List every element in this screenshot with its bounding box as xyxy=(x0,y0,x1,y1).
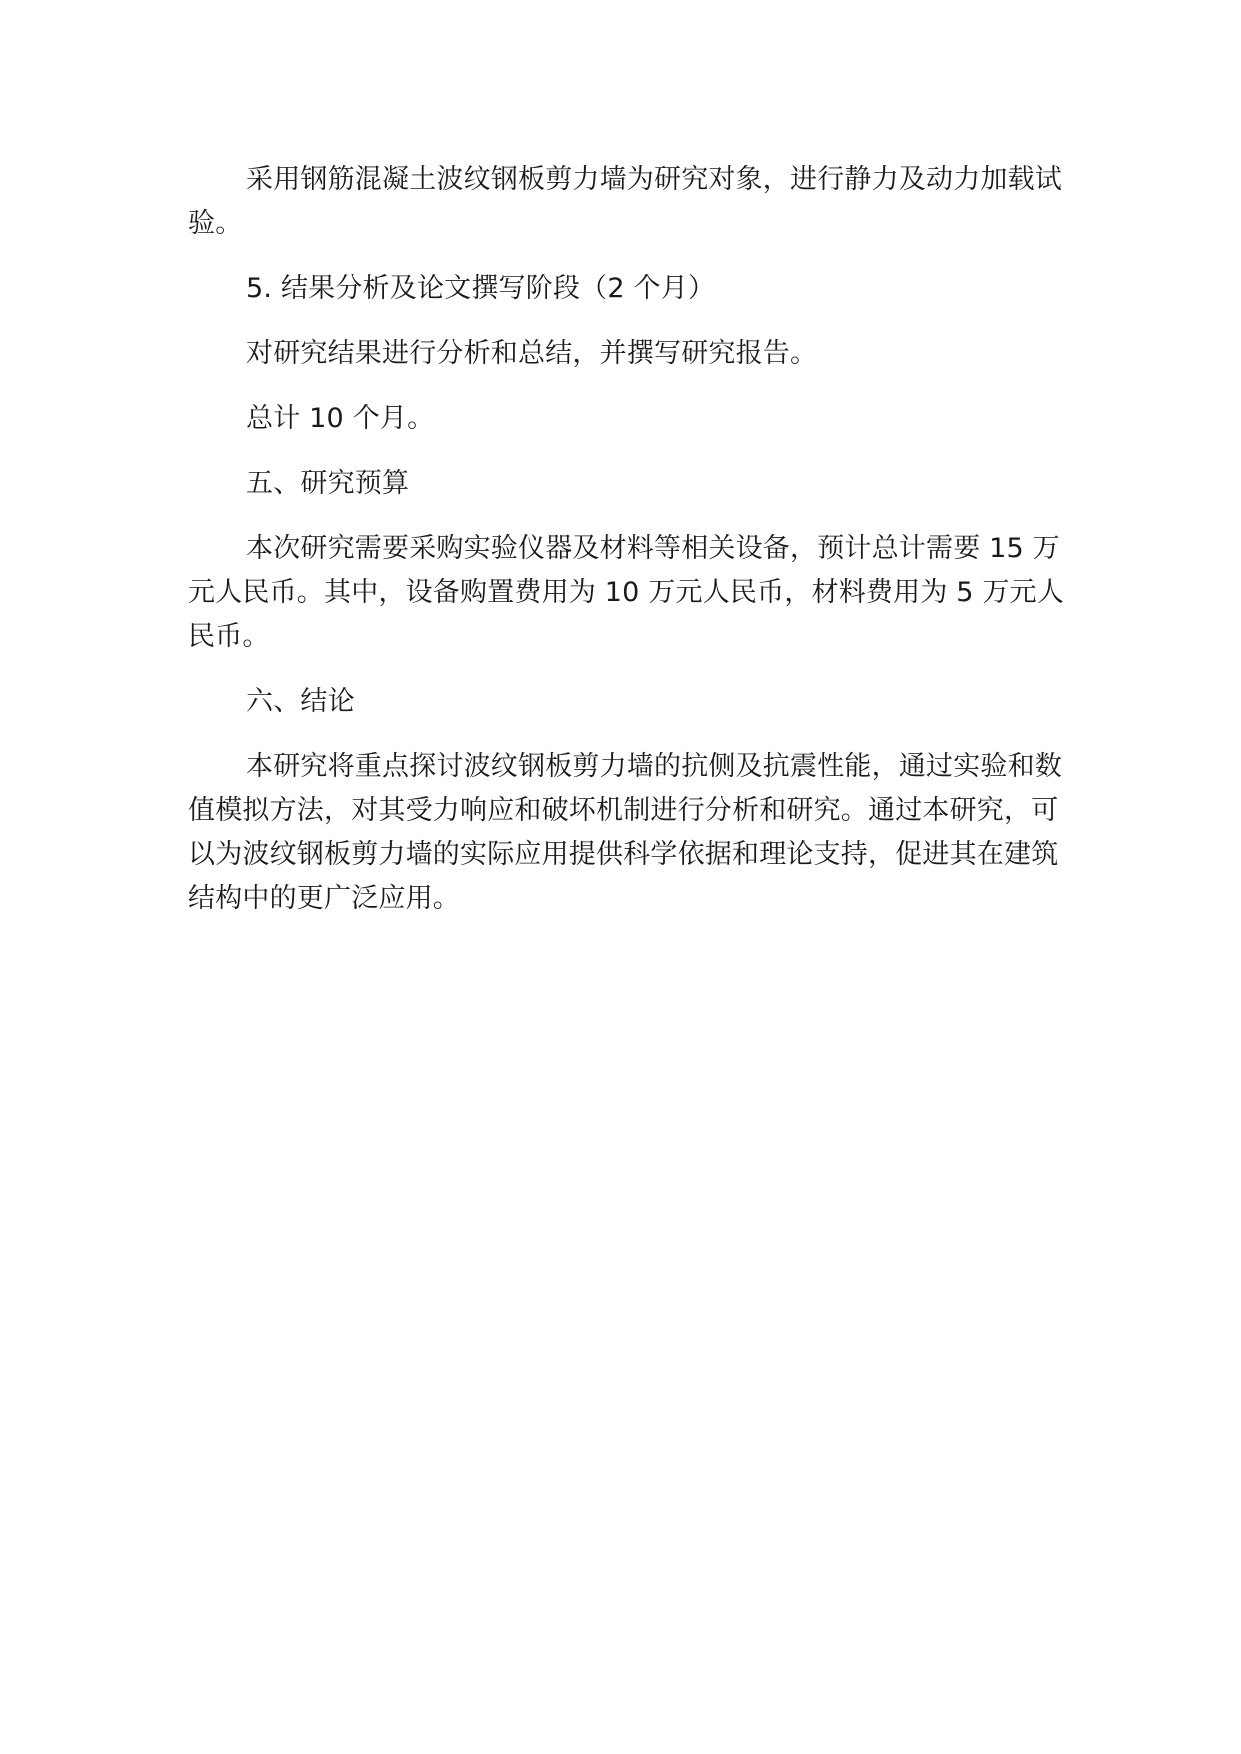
section-heading-budget: 五、研究预算 xyxy=(246,468,410,499)
paragraph-conclusion: 本研究将重点探讨波纹钢板剪力墙的抗侧及抗震性能，通过实验和数值模拟方法，对其受力响应和破坏机制进行分析和研究。通过本研究，可以为波纹钢板剪力墙的实际应用提供科学依据和理论支持，促进其在建筑结构中的更广泛应用。 xyxy=(188,751,1062,914)
paragraph-total-duration: 总计 10 个月。 xyxy=(246,403,435,434)
section-heading-conclusion: 六、结论 xyxy=(246,686,355,717)
section-heading-analysis-phase: 5. 结果分析及论文撰写阶段（2 个月） xyxy=(246,273,716,304)
paragraph-analysis-summary: 对研究结果进行分析和总结，并撰写研究报告。 xyxy=(246,338,818,369)
paragraph-budget: 本次研究需要采购实验仪器及材料等相关设备，预计总计需要 15 万元人民币。其中，设备购置费用为 10 万元人民币，材料费用为 5 万元人民币。 xyxy=(188,533,1065,652)
paragraph-test-method: 采用钢筋混凝土波纹钢板剪力墙为研究对象，进行静力及动力加载试验。 xyxy=(188,164,1062,239)
document-body xyxy=(188,158,1078,921)
